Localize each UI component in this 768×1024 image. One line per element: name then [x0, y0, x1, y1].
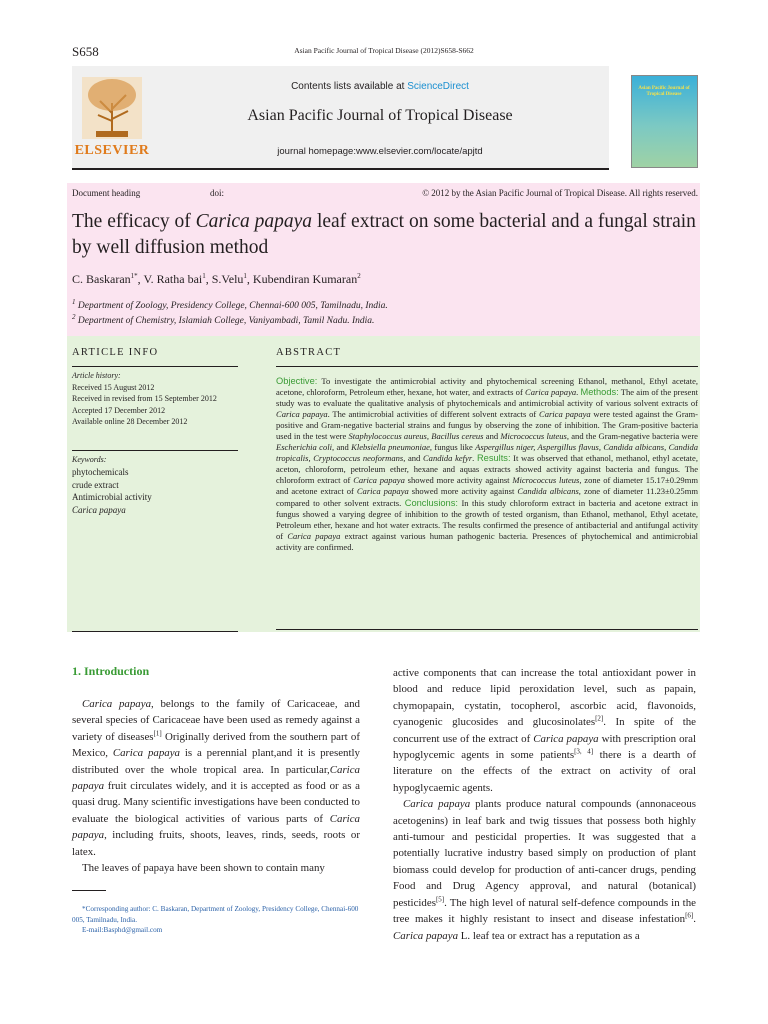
author-sup: 1*: [130, 272, 138, 280]
sciencedirect-link[interactable]: ScienceDirect: [407, 81, 469, 92]
contents-prefix: Contents lists available at: [291, 81, 408, 92]
footnote-email[interactable]: E-mail:Basphd@gmail.com: [82, 926, 163, 934]
abstract-rule: [276, 366, 698, 367]
abstract-heading: ABSTRACT: [276, 347, 342, 358]
text-run: L. leaf tea or extract has a reputation as a: [458, 929, 640, 942]
abstract-run: It was observed that ethanol, methanol, ethyl acetate, aceton, chloroform, petroleum ether, hexane and aquas extracts showed activity against bacteria and fungus. The chloroform extract of: [276, 453, 698, 486]
species-name: Aspergillus niger, Aspergillus flavus, Candida albicans, Candida tropicalis, Cryptococcus neoformans: [276, 442, 699, 464]
author-sup: 1: [202, 272, 206, 280]
species-name: Carica papaya: [82, 698, 152, 710]
paragraph: [72, 696, 360, 860]
keywords-rule: [72, 450, 238, 451]
abstract-run: To investigate the antimicrobial activity and phytochemical screening Ethanol, methanol, Ethyl acetate, acetone, chloroform, Petroleum ether, hexane, hot water, and extracts of: [276, 376, 698, 398]
text-run: plants produce natural compounds (annonaceous acetogenins) in leaf bark and twig tissues that possess both highly anti-tumour and pesticidal properties. It was suggested that a potentially lucrative industry based simply on production of plant biomass could develop for production of anti-cancer drugs, pending Food and Drug Agency approval, and natural (botanical) pesticides: [393, 798, 696, 909]
abstract-run: showed more activity against: [408, 486, 518, 497]
elsevier-logo-text: ELSEVIER: [74, 143, 150, 158]
methods-label: Methods:: [580, 387, 619, 398]
abstract-run: were tested against the Gram-positive and Gram-negative bacterial strains and fungus by observing the zone of inhibition. The Gram-positive bacteria used in the test were: [276, 409, 698, 442]
article-info-bottom-rule: [72, 631, 238, 632]
abstract-text: [276, 376, 698, 553]
history-item: Available online 28 December 2012: [72, 417, 188, 427]
abstract-run: , and the Gram-negative bacteria were: [566, 431, 698, 442]
author-sup: 2: [357, 272, 361, 280]
abstract-run: extract against various human pathogenic bacteria. Presences of phytochemical and antimicrobial activity are confirmed.: [276, 530, 698, 552]
species-name: Carica papaya: [72, 763, 360, 793]
species-name: Carica papaya: [533, 732, 599, 745]
affiliation-1: [72, 297, 388, 311]
species-name: Candida kefyr: [422, 453, 473, 464]
article-title: [72, 209, 702, 261]
affiliation-text: Department of Chemistry, Islamiah College, Vaniyambadi, Tamil Nadu. India.: [77, 316, 375, 326]
journal-name: Asian Pacific Journal of Tropical Disease: [247, 107, 513, 124]
text-run: .: [693, 913, 696, 926]
paragraph: The leaves of papaya have been shown to contain many: [82, 862, 325, 875]
article-history: [72, 370, 238, 428]
history-item: Received in revised from 15 September 2012: [72, 394, 217, 404]
text-run: , including fruits, shoots, leaves, rinds, seeds, roots or latex.: [72, 829, 360, 858]
species-name: Carica papaya: [353, 475, 405, 486]
copyright-notice: © 2012 by the Asian Pacific Journal of Tropical Disease. All rights reserved.: [422, 188, 698, 198]
text-run: . The high level of natural self-defence compounds in the tree makes it highly resistant to insect and disease infestation: [393, 896, 696, 926]
author-name: S.Velu: [211, 272, 244, 286]
author-list: C. Baskaran$^{1*}$, V. Ratha bai$^1$, S.Velu$^1$, Kubendiran Kumaran$^2$: [72, 272, 361, 286]
abstract-run: .: [472, 453, 477, 464]
affiliation-sup: 1: [72, 297, 76, 306]
cover-title: Asian Pacific Journal of Tropical Disease: [638, 86, 690, 97]
abstract-run: .: [576, 387, 581, 398]
page-number: S658: [72, 44, 99, 59]
title-species: Carica papaya: [195, 211, 313, 232]
species-name: Carica papaya: [539, 409, 591, 420]
author-sup: 1: [243, 272, 247, 280]
citation: [1]: [153, 729, 162, 738]
author-name: Kubendiran Kumaran: [252, 272, 358, 286]
running-head: Asian Pacific Journal of Tropical Disease (2012)S658-S662: [294, 46, 474, 55]
abstract-run: , zone of diameter 11.23±0.25mm compared to other solvent extracts.: [276, 486, 698, 508]
species-name: Carica papaya: [287, 530, 341, 541]
species-name: Candida albicans: [517, 486, 579, 497]
corresponding-author-footnote: [72, 904, 372, 936]
abstract-run: , zone of diameter 15.17±0.29mm and acetone extract of: [276, 475, 698, 497]
abstract-bottom-rule: [276, 629, 698, 630]
abstract-run: showed more activity against: [404, 475, 513, 486]
paragraph: [393, 665, 696, 796]
doi-label: doi:: [210, 188, 225, 198]
history-label: Article history:: [72, 371, 121, 380]
species-name: Staphylococcus aureus, Bacillus cereus: [348, 431, 484, 442]
abstract-run: The aim of the present study was to evaluate the qualitative analysis of phytochemicals and antimicrobial activity of various solvent extracts of: [276, 387, 699, 409]
text-run: with prescription oral hypoglycemic agents in some patients: [393, 732, 696, 762]
keywords: [72, 453, 238, 516]
keyword: Antimicrobial activity: [72, 492, 152, 503]
document-heading: Document heading: [72, 188, 141, 198]
abstract-run: , and: [403, 453, 423, 464]
species-name: Carica papaya: [112, 747, 181, 760]
text-run: active components that can increase the total antioxidant power in blood and reduce lipid peroxidation level, such as papain, chymopapain, cystatin, tocopherol, ascorbic acid, flavonoids, cyanogenic glucosides and glucosinolates: [393, 667, 696, 729]
affiliation-text: Department of Zoology, Presidency College, Chennai-600 005, Tamilnadu, India.: [77, 301, 388, 311]
citation: [3, 4]: [574, 747, 594, 756]
contents-available-line: [160, 81, 600, 92]
abstract-run: and: [483, 431, 501, 442]
text-run: Originally derived from the southern part of Mexico,: [72, 730, 360, 760]
affiliation-2: [72, 312, 375, 326]
abstract-run: , fungus like: [429, 442, 476, 453]
citation: [2]: [595, 714, 604, 723]
keyword: Carica papaya: [72, 504, 126, 515]
species-name: Carica papaya: [525, 387, 577, 398]
text-run: . In spite of the concurrent use of the extract of: [393, 716, 696, 745]
conclusions-label: Conclusions:: [404, 497, 458, 508]
citation: [5]: [435, 895, 445, 904]
results-label: Results:: [476, 453, 511, 464]
title-part: The efficacy of: [72, 211, 196, 232]
keywords-label: Keywords:: [72, 455, 107, 464]
article-info-rule: [72, 366, 238, 367]
text-run: fruit circulates widely, and it is accepted as food or as a quasi drug. Many scientific investigations have been conducted to evaluate the biological activities of various parts of: [72, 780, 360, 825]
species-name: Escherichia coli: [276, 442, 332, 453]
species-name: Carica papaya: [72, 812, 360, 842]
footnote-text: *Corresponding author: C. Baskaran, Department of Zoology, Presidency College, Chennai-600 005, Tamilnadu, India.: [72, 905, 359, 924]
species-name: Carica papaya: [393, 929, 459, 942]
author-name: C. Baskaran: [72, 272, 131, 286]
affiliation-sup: 2: [72, 312, 76, 321]
paragraph: [393, 796, 696, 944]
journal-homepage[interactable]: journal homepage:www.elsevier.com/locate/apjtd: [277, 146, 483, 157]
species-name: Micrococcus luteus: [512, 475, 580, 486]
abstract-run: In this study chloroform extract in bacteria and acetone extract in fungus showed a varying degree of inhibition to the growth of tested organism, than Ethanol, methanol, Ethyl acetate, Petroleum ether, hexane and hot water extracts. The results confirmed the presence of antibacterial and antifungal activity of: [276, 497, 698, 541]
article-info-heading: ARTICLE INFO: [72, 347, 159, 358]
right-column-text: [393, 665, 696, 944]
author-name: V. Ratha bai: [143, 272, 203, 286]
history-item: Accepted 17 December 2012: [72, 405, 166, 415]
species-name: Micrococcus luteus: [500, 431, 567, 442]
species-name: Carica papaya: [356, 486, 409, 497]
species-name: Carica papaya: [276, 409, 328, 420]
citation: [6]: [685, 911, 694, 920]
footnote-rule: [72, 890, 106, 891]
species-name: Carica papaya: [403, 798, 471, 811]
header-bottom-rule: [72, 168, 609, 170]
introduction-heading: 1. Introduction: [72, 664, 150, 678]
history-item: Received 15 August 2012: [72, 382, 155, 392]
abstract-run: . The antimicrobial activities of different solvent extracts of: [327, 409, 539, 420]
keyword: phytochemicals: [72, 467, 129, 478]
text-run: , belongs to the family of Caricaceae, and several species of Caricaceae have been used as remedy against a variety of diseases: [72, 698, 360, 743]
keyword: crude extract: [72, 479, 119, 490]
text-run: is a perennial plant,and it is presently distributed over the whole tropical area. In particular,: [72, 747, 360, 776]
title-part: leaf extract on some bacterial and a fungal strain by well diffusion method: [72, 211, 696, 258]
species-name: Klebsiella pneumoniae: [351, 442, 430, 453]
left-column-text: [72, 696, 360, 876]
abstract-run: , and: [331, 442, 352, 453]
objective-label: Objective:: [276, 376, 318, 386]
text-run: there is a dearth of literature on the effects of the extract on activity of oral hypoglycaemic agents.: [393, 749, 696, 794]
